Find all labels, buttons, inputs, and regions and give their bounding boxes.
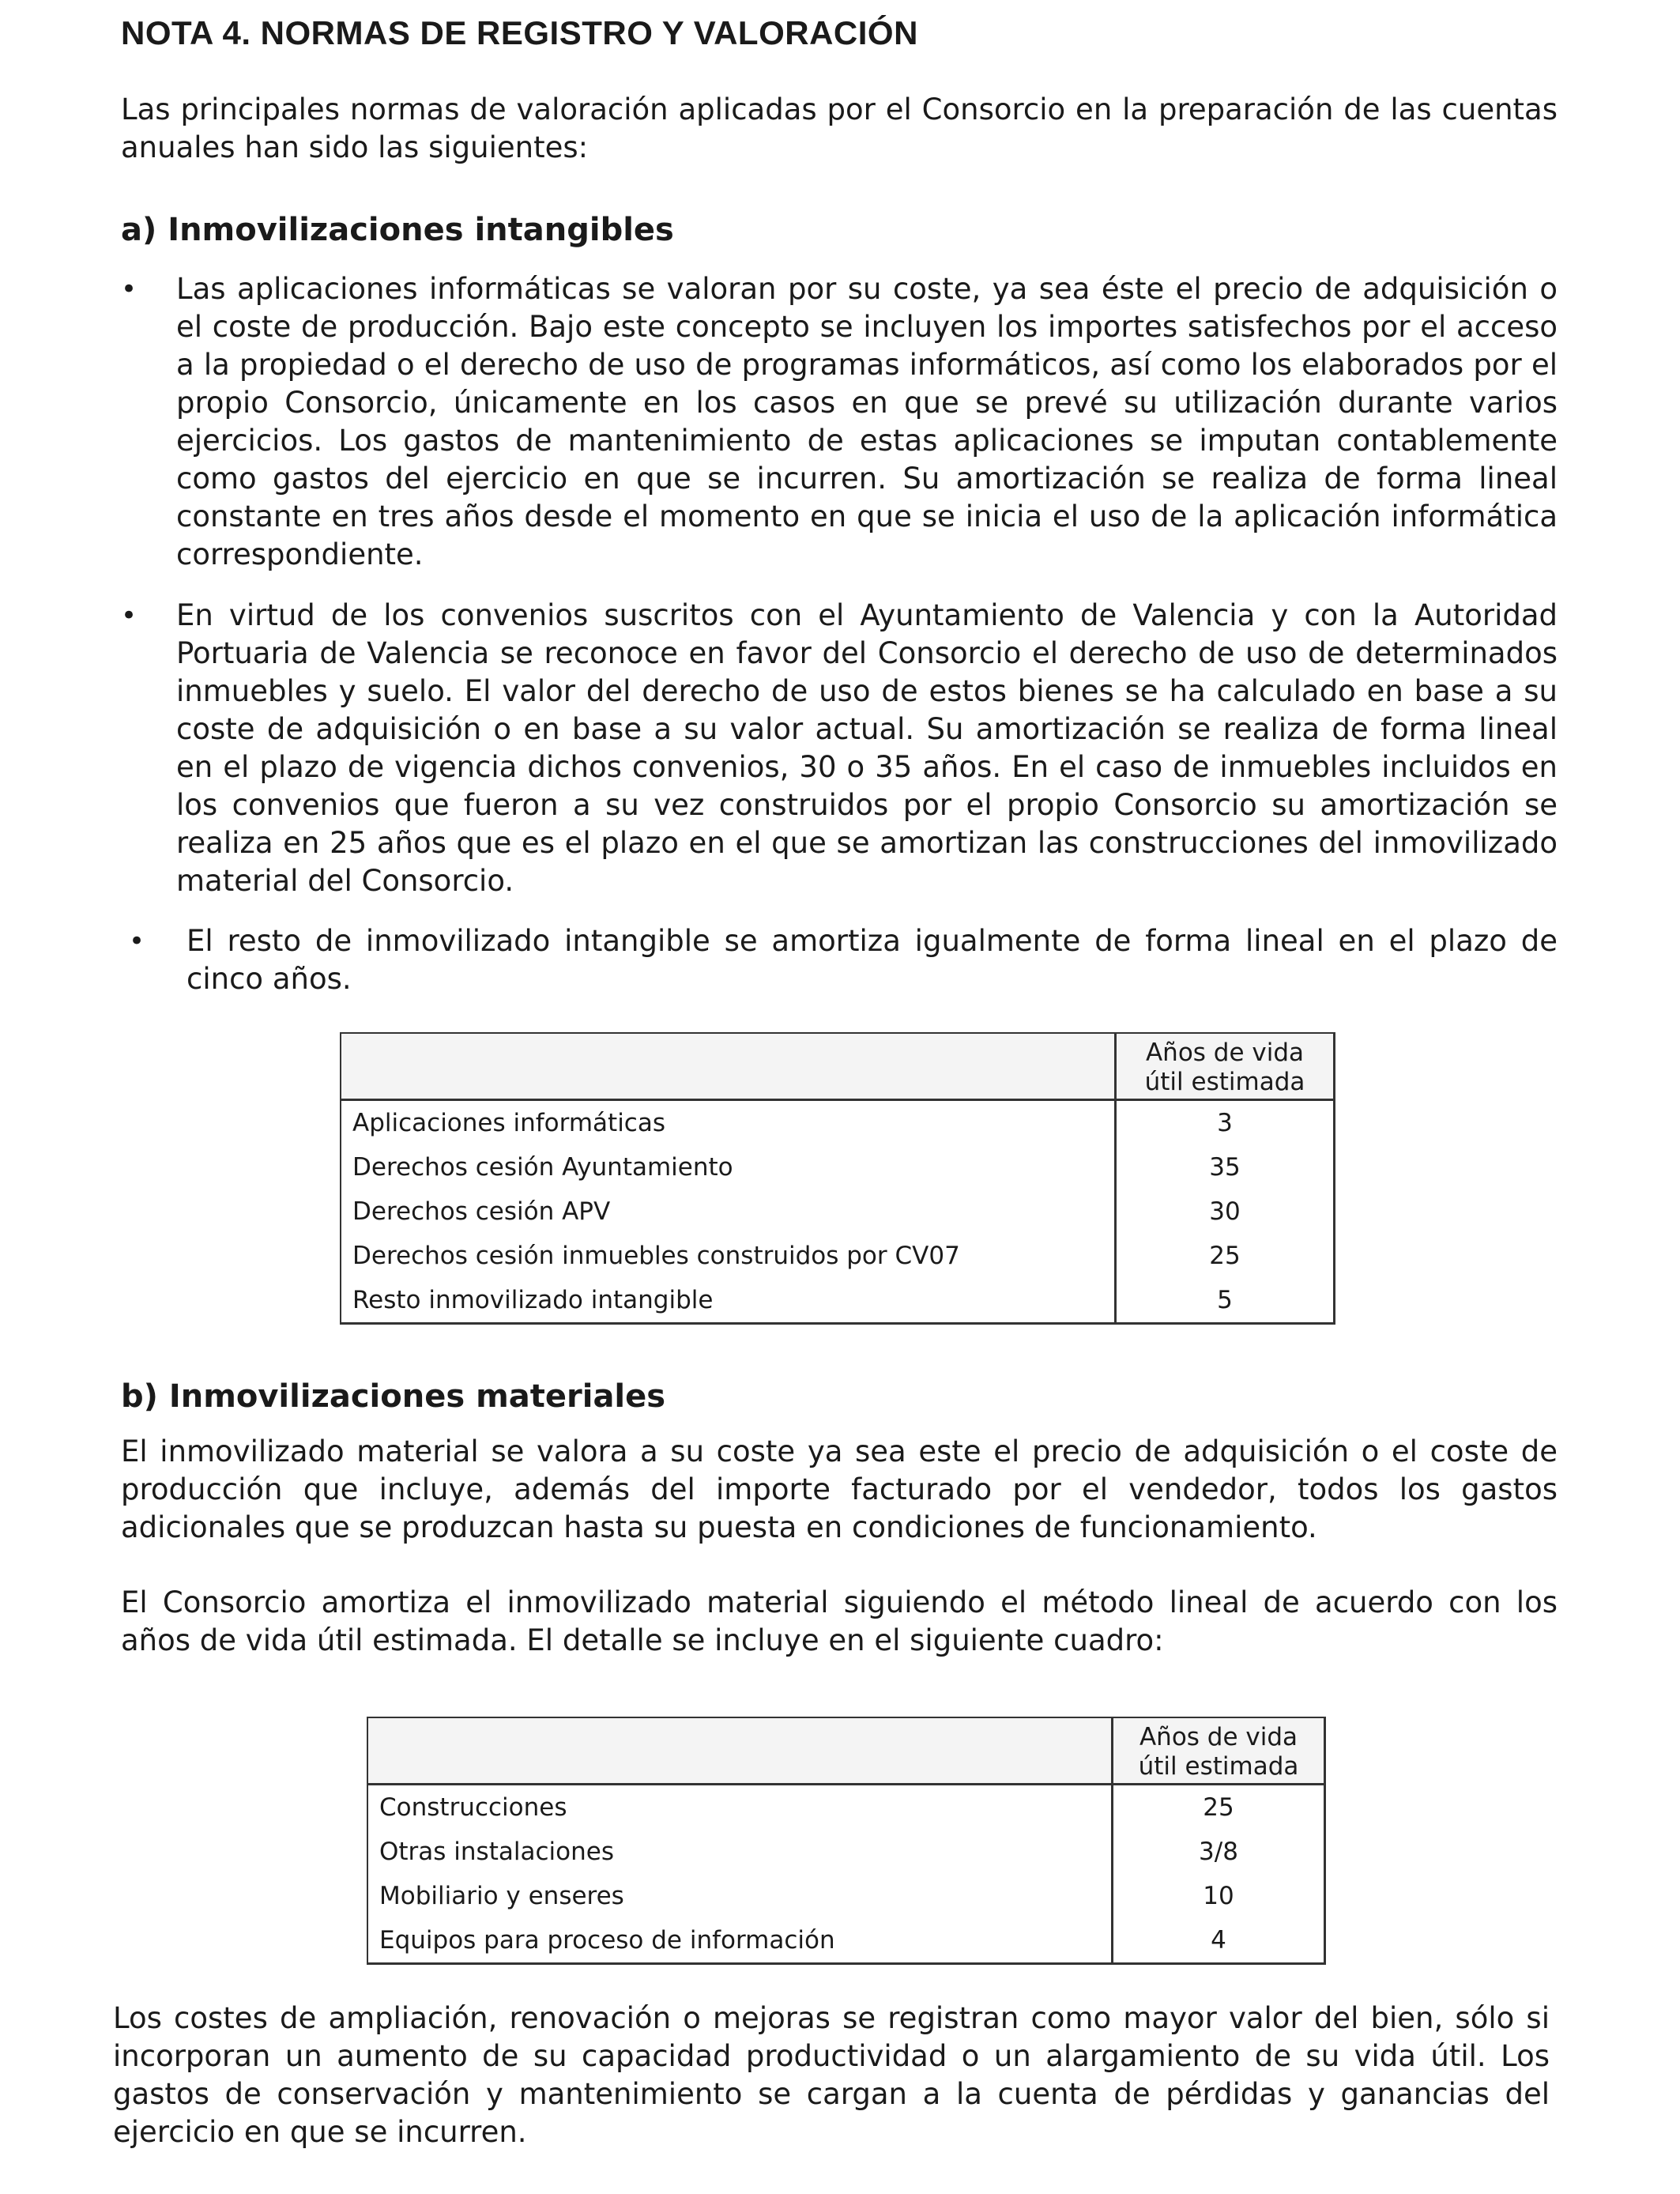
section-a-heading: a) Inmovilizaciones intangibles <box>121 212 674 248</box>
row-label: Mobiliario y enseres <box>367 1874 1113 1918</box>
row-value: 35 <box>1116 1145 1335 1189</box>
table-row <box>341 1278 1335 1324</box>
row-label: Derechos cesión APV <box>341 1189 1116 1234</box>
row-value: 25 <box>1116 1234 1335 1278</box>
table-header-row <box>367 1717 1325 1785</box>
header-line: Años de vida <box>1139 1723 1298 1751</box>
row-label: Derechos cesión Ayuntamiento <box>341 1145 1116 1189</box>
table-header-years <box>1116 1033 1335 1100</box>
bullet-text: El resto de inmovilizado intangible se amortiza igualmente de forma lineal en el plazo de cinco años. <box>186 924 1558 996</box>
table-row <box>367 1918 1325 1964</box>
row-label: Resto inmovilizado intangible <box>341 1278 1116 1324</box>
material-life-table <box>367 1717 1326 1965</box>
table-row <box>341 1234 1335 1278</box>
intro-paragraph: Las principales normas de valoración aplicadas por el Consorcio en la preparación de las cuentas anuales han sido las siguientes: <box>121 92 1558 164</box>
table-header-years <box>1113 1717 1325 1785</box>
bullet-item <box>121 597 1558 900</box>
bullet-item <box>121 922 1558 998</box>
table-row <box>367 1874 1325 1918</box>
row-value: 4 <box>1113 1918 1325 1964</box>
intangible-life-table <box>340 1032 1335 1325</box>
row-value: 3 <box>1116 1100 1335 1146</box>
header-line: útil estimada <box>1144 1068 1305 1096</box>
bullet-icon: • <box>121 600 137 631</box>
table-row <box>341 1145 1335 1189</box>
table-row <box>341 1189 1335 1234</box>
table-header-blank <box>341 1033 1116 1100</box>
section-b-heading: b) Inmovilizaciones materiales <box>121 1378 666 1415</box>
bullet-icon: • <box>129 925 145 957</box>
bullet-text: Las aplicaciones informáticas se valoran por su coste, ya sea éste el precio de adquisición o el coste de producción. Bajo este concepto se incluyen los importes satisfechos por el acceso a la propiedad o el derecho de uso de programas informáticos, así como los elaborados por el propio Consorcio, únicamente en los casos en que se prevé su utilización durante varios ejercicios. Los gastos de mantenimiento de estas aplicaciones se imputan contablemente como gastos del ejercicio en que se incurren. Su amortización se realiza de forma lineal constante en tres años desde el momento en que se inicia el uso de la aplicación informática correspondiente. <box>176 272 1558 571</box>
row-label: Derechos cesión inmuebles construidos por CV07 <box>341 1234 1116 1278</box>
header-line: Años de vida <box>1145 1039 1305 1067</box>
row-label: Aplicaciones informáticas <box>341 1100 1116 1146</box>
table-header-row <box>341 1033 1335 1100</box>
bullet-item <box>121 270 1558 574</box>
page-title: NOTA 4. NORMAS DE REGISTRO Y VALORACIÓN <box>121 14 918 51</box>
header-line: útil estimada <box>1138 1752 1299 1781</box>
row-value: 10 <box>1113 1874 1325 1918</box>
row-value: 25 <box>1113 1785 1325 1830</box>
row-label: Construcciones <box>367 1785 1113 1830</box>
row-label: Otras instalaciones <box>367 1830 1113 1874</box>
row-value: 30 <box>1116 1189 1335 1234</box>
bullet-text: En virtud de los convenios suscritos con el Ayuntamiento de Valencia y con la Autoridad Portuaria de Valencia se reconoce en favor del Consorcio el derecho de uso de determinados inmuebles y suelo. El valor del derecho de uso de estos bienes se ha calculado en base a su coste de adquisición o en base a su valor actual. Su amortización se realiza de forma lineal en el plazo de vigencia dichos convenios, 30 o 35 años. En el caso de inmuebles incluidos en los convenios que fueron a su vez construidos por el propio Consorcio su amortización se realiza en 25 años que es el plazo en el que se amortizan las construcciones del inmovilizado material del Consorcio. <box>176 598 1558 898</box>
table-header-blank <box>367 1717 1113 1785</box>
table-row <box>367 1785 1325 1830</box>
table-row <box>367 1830 1325 1874</box>
row-value: 3/8 <box>1113 1830 1325 1874</box>
section-b-paragraph-1: El inmovilizado material se valora a su coste ya sea este el precio de adquisición o el coste de producción que incluye, además del importe facturado por el vendedor, todos los gastos adicionales que se produzcan hasta su puesta en condiciones de funcionamiento. <box>121 1434 1558 1544</box>
section-b-paragraph-2: El Consorcio amortiza el inmovilizado material siguiendo el método lineal de acuerdo con los años de vida útil estimada. El detalle se incluye en el siguiente cuadro: <box>121 1585 1558 1657</box>
section-b-paragraph-3: Los costes de ampliación, renovación o mejoras se registran como mayor valor del bien, sólo si incorporan un aumento de su capacidad productividad o un alargamiento de su vida útil. Los gastos de conservación y mantenimiento se cargan a la cuenta de pérdidas y ganancias del ejercicio en que se incurren. <box>113 2001 1550 2149</box>
bullet-icon: • <box>121 273 137 305</box>
table-row <box>341 1100 1335 1146</box>
row-value: 5 <box>1116 1278 1335 1324</box>
row-label: Equipos para proceso de información <box>367 1918 1113 1964</box>
